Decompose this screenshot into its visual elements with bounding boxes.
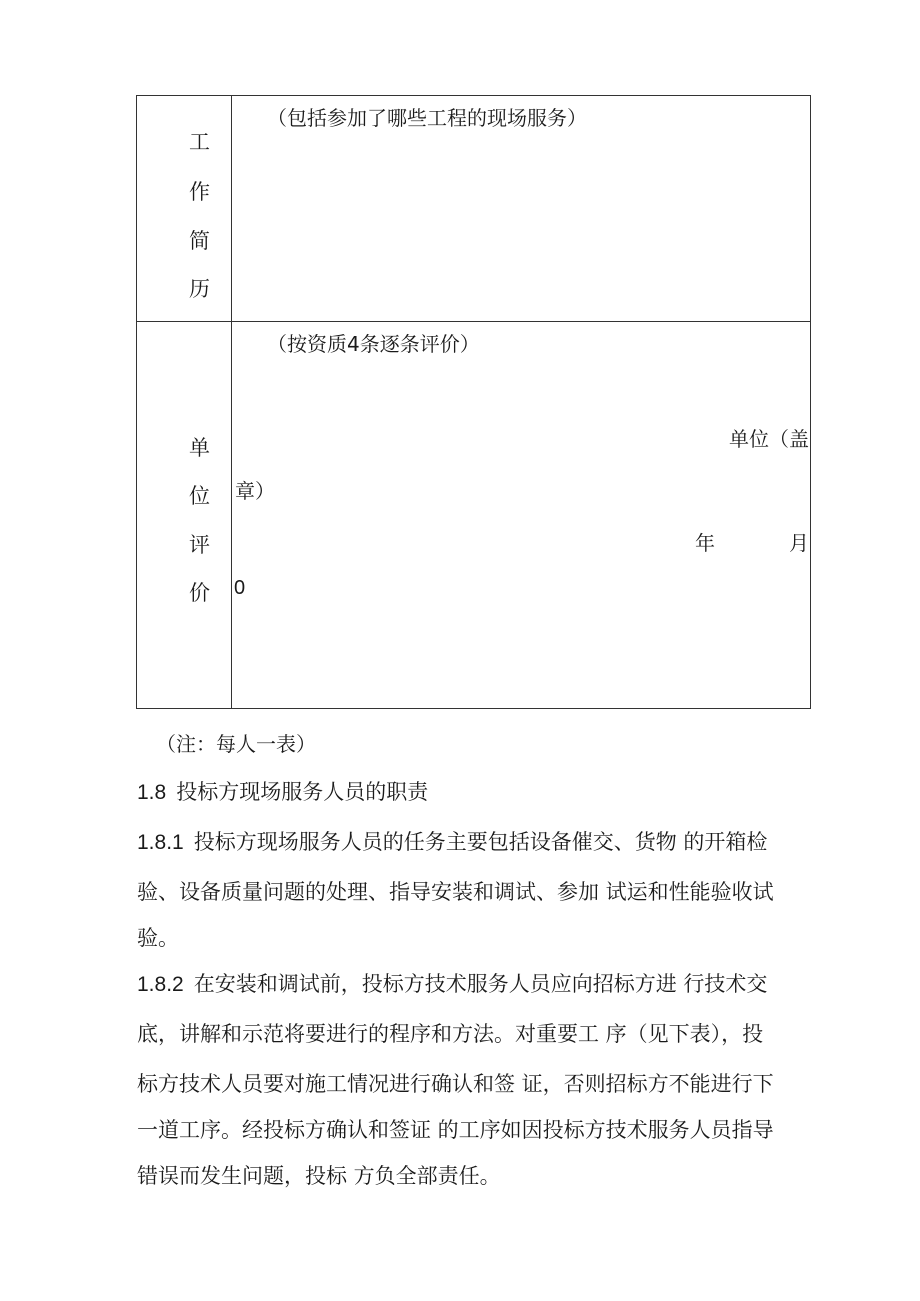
- unit-evaluation-content: [233, 322, 810, 708]
- paragraph-line: 错误而发生问题，投标 方负全部责任。: [137, 1164, 501, 1188]
- table-note: （注：每人一表）: [156, 732, 316, 756]
- unit-evaluation-row: [137, 322, 810, 708]
- paragraph-text: 投标方现场服务人员的任务主要包括设备催交、货物 的开箱检: [193, 830, 768, 854]
- label-char: 作: [189, 180, 210, 204]
- section-number: 1.8: [137, 781, 167, 804]
- paragraph-line: 标方技术人员要对施工情况进行确认和签 证，否则招标方不能进行下: [137, 1072, 774, 1096]
- label-char: 简: [189, 229, 210, 253]
- paragraph-number: 1.8.1: [137, 831, 184, 854]
- unit-evaluation-label: [137, 322, 232, 708]
- paragraph-line: 底，讲解和示范将要进行的程序和方法。对重要工 序（见下表），投: [137, 1022, 764, 1046]
- paragraph-number: 1.8.2: [137, 973, 184, 996]
- paragraph-line: 验、设备质量问题的处理、指导安装和调试、参加 试运和性能验收试: [137, 880, 774, 904]
- label-char: 位: [189, 484, 210, 508]
- paragraph-line: 一道工序。经投标方确认和签证 的工序如因投标方技术服务人员指导: [137, 1118, 774, 1142]
- unit-evaluation-hint: （按资质4条逐条评价）: [267, 332, 480, 356]
- stamp-label-line1: 单位（盖: [729, 427, 809, 451]
- paragraph-line: [137, 826, 767, 856]
- paragraph-line: [137, 968, 767, 998]
- paragraph-line: 验。: [137, 926, 179, 950]
- work-history-label: [137, 96, 232, 321]
- label-char: 评: [189, 533, 210, 557]
- year-label: 年: [695, 531, 715, 555]
- label-char: 价: [189, 581, 210, 605]
- label-char: 单: [189, 436, 210, 460]
- section-title: 投标方现场服务人员的职责: [176, 780, 429, 804]
- month-label: 月: [789, 531, 809, 555]
- section-heading: [137, 776, 428, 806]
- stamp-label-line2: 章）: [235, 479, 275, 503]
- work-history-content: [233, 96, 810, 321]
- label-char: 历: [189, 277, 210, 301]
- work-history-hint: （包括参加了哪些工程的现场服务）: [267, 106, 587, 130]
- paragraph-text: 在安装和调试前，投标方技术服务人员应向招标方进 行技术交: [193, 972, 768, 996]
- work-history-row: [137, 96, 810, 322]
- day-mark: 0: [234, 577, 246, 599]
- personnel-form-table: [136, 95, 811, 709]
- label-char: 工: [189, 130, 210, 154]
